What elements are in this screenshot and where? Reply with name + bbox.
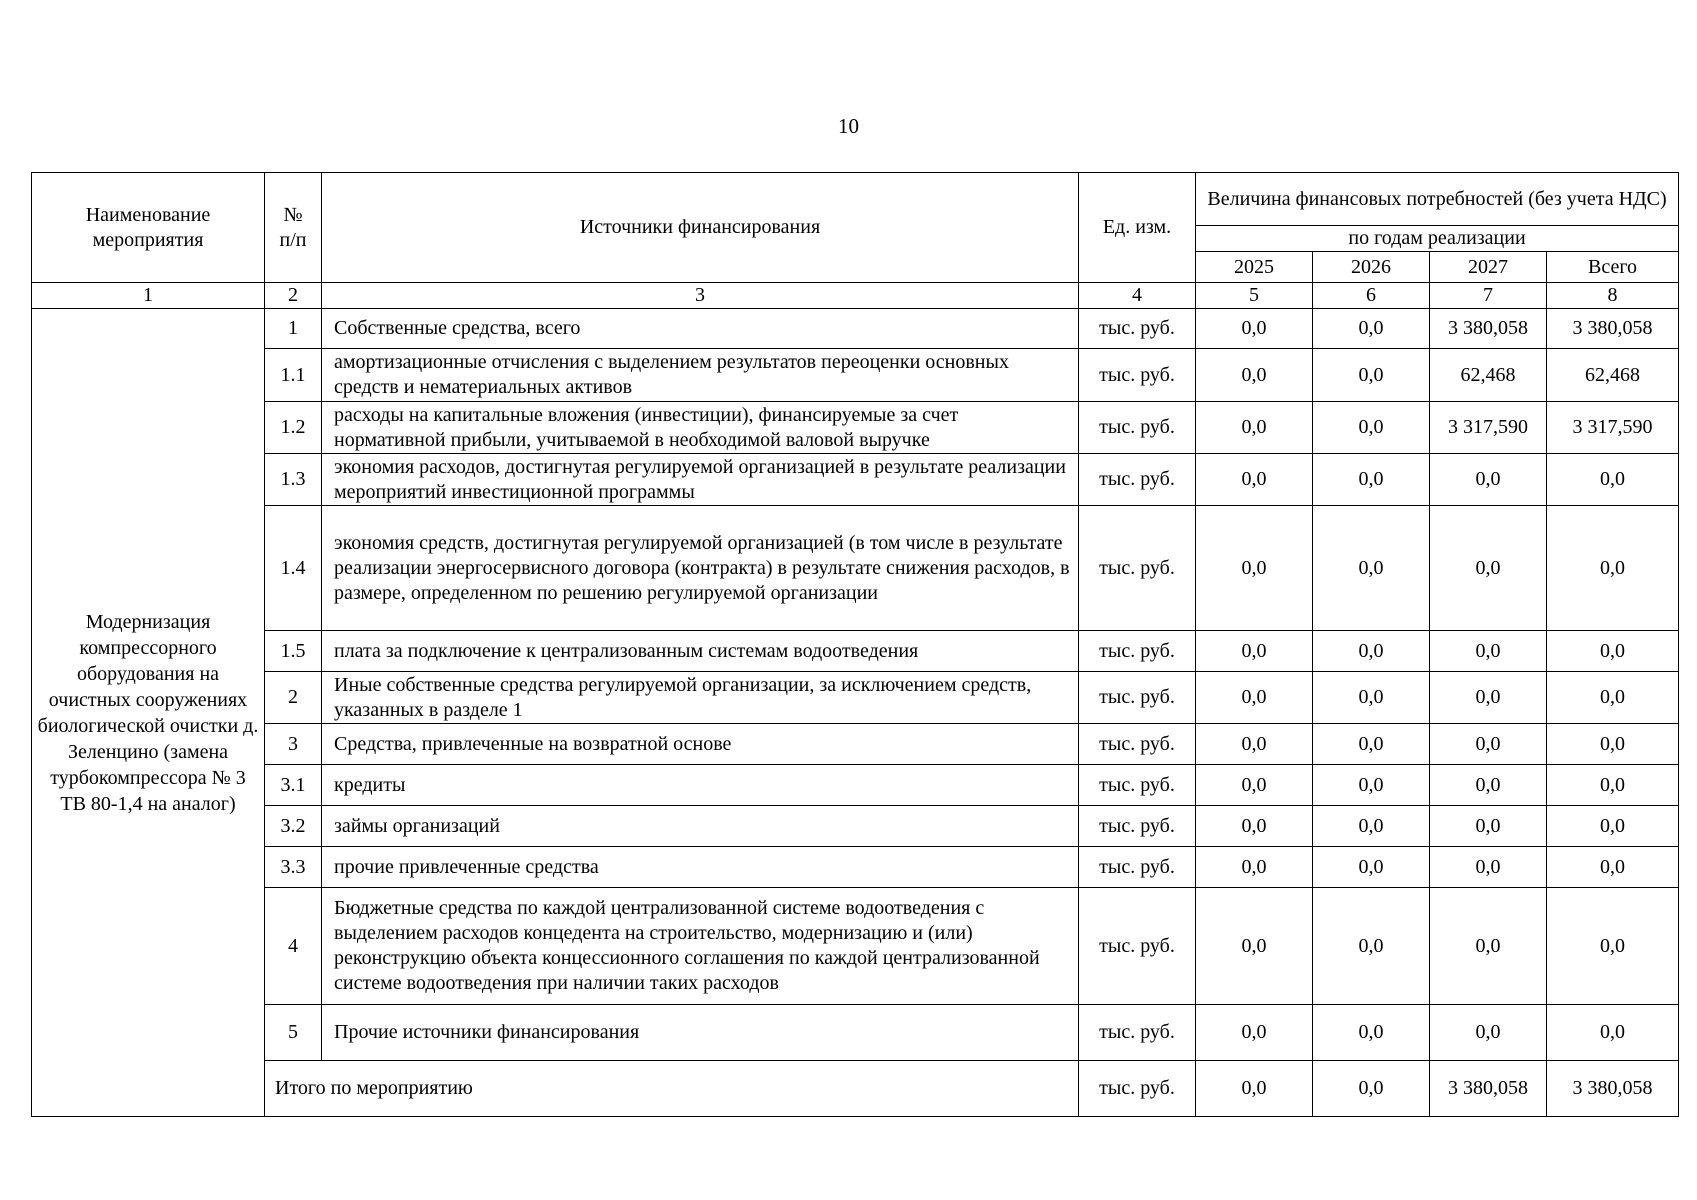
table-row xyxy=(32,724,1679,765)
row-value-2025: 0,0 xyxy=(1196,454,1313,506)
row-source: экономия средств, достигнутая регулируемой организацией (в том числе в результате реализации энергосервисного договора (контракта) в результате снижения расходов, в размере, определенном по решению регулируемой организации xyxy=(322,506,1079,631)
row-no: 1.1 xyxy=(265,349,322,402)
row-no: 1.4 xyxy=(265,506,322,631)
row-value-total: 0,0 xyxy=(1547,506,1679,631)
table-row xyxy=(32,506,1679,631)
total-label: Итого по мероприятию xyxy=(265,1061,1079,1117)
row-source: Средства, привлеченные на возвратной основе xyxy=(322,724,1079,765)
column-number: 2 xyxy=(265,283,322,309)
row-value-total: 0,0 xyxy=(1547,847,1679,888)
column-number: 7 xyxy=(1430,283,1547,309)
row-no: 1 xyxy=(265,309,322,349)
table-row xyxy=(32,309,1679,349)
column-number: 6 xyxy=(1313,283,1430,309)
table-row xyxy=(32,402,1679,454)
row-value-2026: 0,0 xyxy=(1313,631,1430,672)
row-no: 3.2 xyxy=(265,806,322,847)
header-sources: Источники финансирования xyxy=(322,173,1079,283)
row-value-2025: 0,0 xyxy=(1196,506,1313,631)
row-value-total: 0,0 xyxy=(1547,672,1679,724)
row-unit: тыс. руб. xyxy=(1079,672,1196,724)
row-unit: тыс. руб. xyxy=(1079,506,1196,631)
row-value-total: 0,0 xyxy=(1547,454,1679,506)
header-year-2025: 2025 xyxy=(1196,252,1313,283)
page-number: 10 xyxy=(838,114,859,138)
table-row xyxy=(32,631,1679,672)
row-value-2025: 0,0 xyxy=(1196,672,1313,724)
row-value-total: 3 317,590 xyxy=(1547,402,1679,454)
column-number: 5 xyxy=(1196,283,1313,309)
header-row-1 xyxy=(32,173,1679,226)
row-value-2027: 0,0 xyxy=(1430,672,1547,724)
row-value-total: 62,468 xyxy=(1547,349,1679,402)
row-value-2026: 0,0 xyxy=(1313,765,1430,806)
row-value-total: 0,0 xyxy=(1547,631,1679,672)
row-unit: тыс. руб. xyxy=(1079,888,1196,1005)
row-value-2027: 3 380,058 xyxy=(1430,309,1547,349)
header-by-years: по годам реализации xyxy=(1196,226,1679,252)
total-row xyxy=(32,1061,1679,1117)
row-unit: тыс. руб. xyxy=(1079,402,1196,454)
table-row xyxy=(32,1005,1679,1061)
table-row xyxy=(32,847,1679,888)
row-value-2027: 0,0 xyxy=(1430,1005,1547,1061)
row-unit: тыс. руб. xyxy=(1079,847,1196,888)
header-needs-title: Величина финансовых потребностей (без учета НДС) xyxy=(1196,173,1679,226)
row-source: амортизационные отчисления с выделением результатов переоценки основных средств и нематериальных активов xyxy=(322,349,1079,402)
row-source: расходы на капитальные вложения (инвестиции), финансируемые за счет нормативной прибыли, учитываемой в необходимой валовой выручке xyxy=(322,402,1079,454)
row-unit: тыс. руб. xyxy=(1079,454,1196,506)
row-source: кредиты xyxy=(322,765,1079,806)
total-unit: тыс. руб. xyxy=(1079,1061,1196,1117)
total-value-2026: 0,0 xyxy=(1313,1061,1430,1117)
table-row xyxy=(32,349,1679,402)
row-value-2026: 0,0 xyxy=(1313,672,1430,724)
row-value-2025: 0,0 xyxy=(1196,847,1313,888)
row-value-2027: 0,0 xyxy=(1430,847,1547,888)
row-source: экономия расходов, достигнутая регулируемой организацией в результате реализации мероприятий инвестиционной программы xyxy=(322,454,1079,506)
row-value-2025: 0,0 xyxy=(1196,724,1313,765)
row-value-2027: 0,0 xyxy=(1430,724,1547,765)
row-value-2027: 0,0 xyxy=(1430,454,1547,506)
row-no: 2 xyxy=(265,672,322,724)
row-source: прочие привлеченные средства xyxy=(322,847,1079,888)
total-value-total: 3 380,058 xyxy=(1547,1061,1679,1117)
row-no: 1.2 xyxy=(265,402,322,454)
row-value-2026: 0,0 xyxy=(1313,454,1430,506)
column-number: 3 xyxy=(322,283,1079,309)
row-value-total: 0,0 xyxy=(1547,765,1679,806)
column-number: 4 xyxy=(1079,283,1196,309)
column-numbers-row xyxy=(32,283,1679,309)
row-no: 1.3 xyxy=(265,454,322,506)
row-unit: тыс. руб. xyxy=(1079,806,1196,847)
row-value-2025: 0,0 xyxy=(1196,402,1313,454)
row-value-2026: 0,0 xyxy=(1313,806,1430,847)
row-value-2027: 0,0 xyxy=(1430,506,1547,631)
row-value-total: 0,0 xyxy=(1547,888,1679,1005)
row-value-2025: 0,0 xyxy=(1196,765,1313,806)
row-source: Бюджетные средства по каждой централизованной системе водоотведения с выделением расходов концедента на строительство, модернизацию и (или) реконструкцию объекта концессионного соглашения по каждой централизованной системе водоотведения при наличии таких расходов xyxy=(322,888,1079,1005)
row-no: 3.3 xyxy=(265,847,322,888)
row-value-2026: 0,0 xyxy=(1313,309,1430,349)
row-value-2027: 0,0 xyxy=(1430,888,1547,1005)
row-value-2025: 0,0 xyxy=(1196,888,1313,1005)
row-value-2025: 0,0 xyxy=(1196,349,1313,402)
row-source: плата за подключение к централизованным системам водоотведения xyxy=(322,631,1079,672)
row-value-2027: 0,0 xyxy=(1430,765,1547,806)
header-year-total: Всего xyxy=(1547,252,1679,283)
row-value-2025: 0,0 xyxy=(1196,806,1313,847)
column-number: 8 xyxy=(1547,283,1679,309)
row-no: 4 xyxy=(265,888,322,1005)
row-value-2026: 0,0 xyxy=(1313,888,1430,1005)
row-no: 3 xyxy=(265,724,322,765)
row-value-2026: 0,0 xyxy=(1313,847,1430,888)
header-year-2027: 2027 xyxy=(1430,252,1547,283)
table-row xyxy=(32,454,1679,506)
row-value-2025: 0,0 xyxy=(1196,1005,1313,1061)
row-source: Собственные средства, всего xyxy=(322,309,1079,349)
table-row xyxy=(32,765,1679,806)
total-value-2025: 0,0 xyxy=(1196,1061,1313,1117)
header-unit: Ед. изм. xyxy=(1079,173,1196,283)
row-value-2026: 0,0 xyxy=(1313,349,1430,402)
row-value-total: 0,0 xyxy=(1547,724,1679,765)
row-value-2027: 0,0 xyxy=(1430,631,1547,672)
row-no: 5 xyxy=(265,1005,322,1061)
row-no: 1.5 xyxy=(265,631,322,672)
row-source: Иные собственные средства регулируемой организации, за исключением средств, указанных в разделе 1 xyxy=(322,672,1079,724)
row-value-total: 3 380,058 xyxy=(1547,309,1679,349)
row-value-2026: 0,0 xyxy=(1313,724,1430,765)
row-source: Прочие источники финансирования xyxy=(322,1005,1079,1061)
row-no: 3.1 xyxy=(265,765,322,806)
row-value-2025: 0,0 xyxy=(1196,631,1313,672)
row-unit: тыс. руб. xyxy=(1079,349,1196,402)
financing-table xyxy=(31,172,1679,1117)
table-row xyxy=(32,672,1679,724)
row-unit: тыс. руб. xyxy=(1079,765,1196,806)
total-value-2027: 3 380,058 xyxy=(1430,1061,1547,1117)
row-value-total: 0,0 xyxy=(1547,1005,1679,1061)
row-unit: тыс. руб. xyxy=(1079,724,1196,765)
row-value-2026: 0,0 xyxy=(1313,506,1430,631)
header-year-2026: 2026 xyxy=(1313,252,1430,283)
row-unit: тыс. руб. xyxy=(1079,309,1196,349)
row-value-2027: 0,0 xyxy=(1430,806,1547,847)
table-row xyxy=(32,888,1679,1005)
row-value-2026: 0,0 xyxy=(1313,402,1430,454)
table-row xyxy=(32,806,1679,847)
header-item-no: № п/п xyxy=(265,173,322,283)
row-value-2027: 62,468 xyxy=(1430,349,1547,402)
column-number: 1 xyxy=(32,283,265,309)
row-value-2026: 0,0 xyxy=(1313,1005,1430,1061)
event-name-cell: Модернизация компрессорного оборудования на очистных сооружениях биологической очистки д. Зеленцино (замена турбокомпрессора № 3 ТВ 80-1,4 на аналог) xyxy=(32,309,265,1117)
row-value-2025: 0,0 xyxy=(1196,309,1313,349)
row-unit: тыс. руб. xyxy=(1079,631,1196,672)
row-value-2027: 3 317,590 xyxy=(1430,402,1547,454)
header-event-name: Наименование мероприятия xyxy=(32,173,265,283)
row-source: займы организаций xyxy=(322,806,1079,847)
row-unit: тыс. руб. xyxy=(1079,1005,1196,1061)
row-value-total: 0,0 xyxy=(1547,806,1679,847)
